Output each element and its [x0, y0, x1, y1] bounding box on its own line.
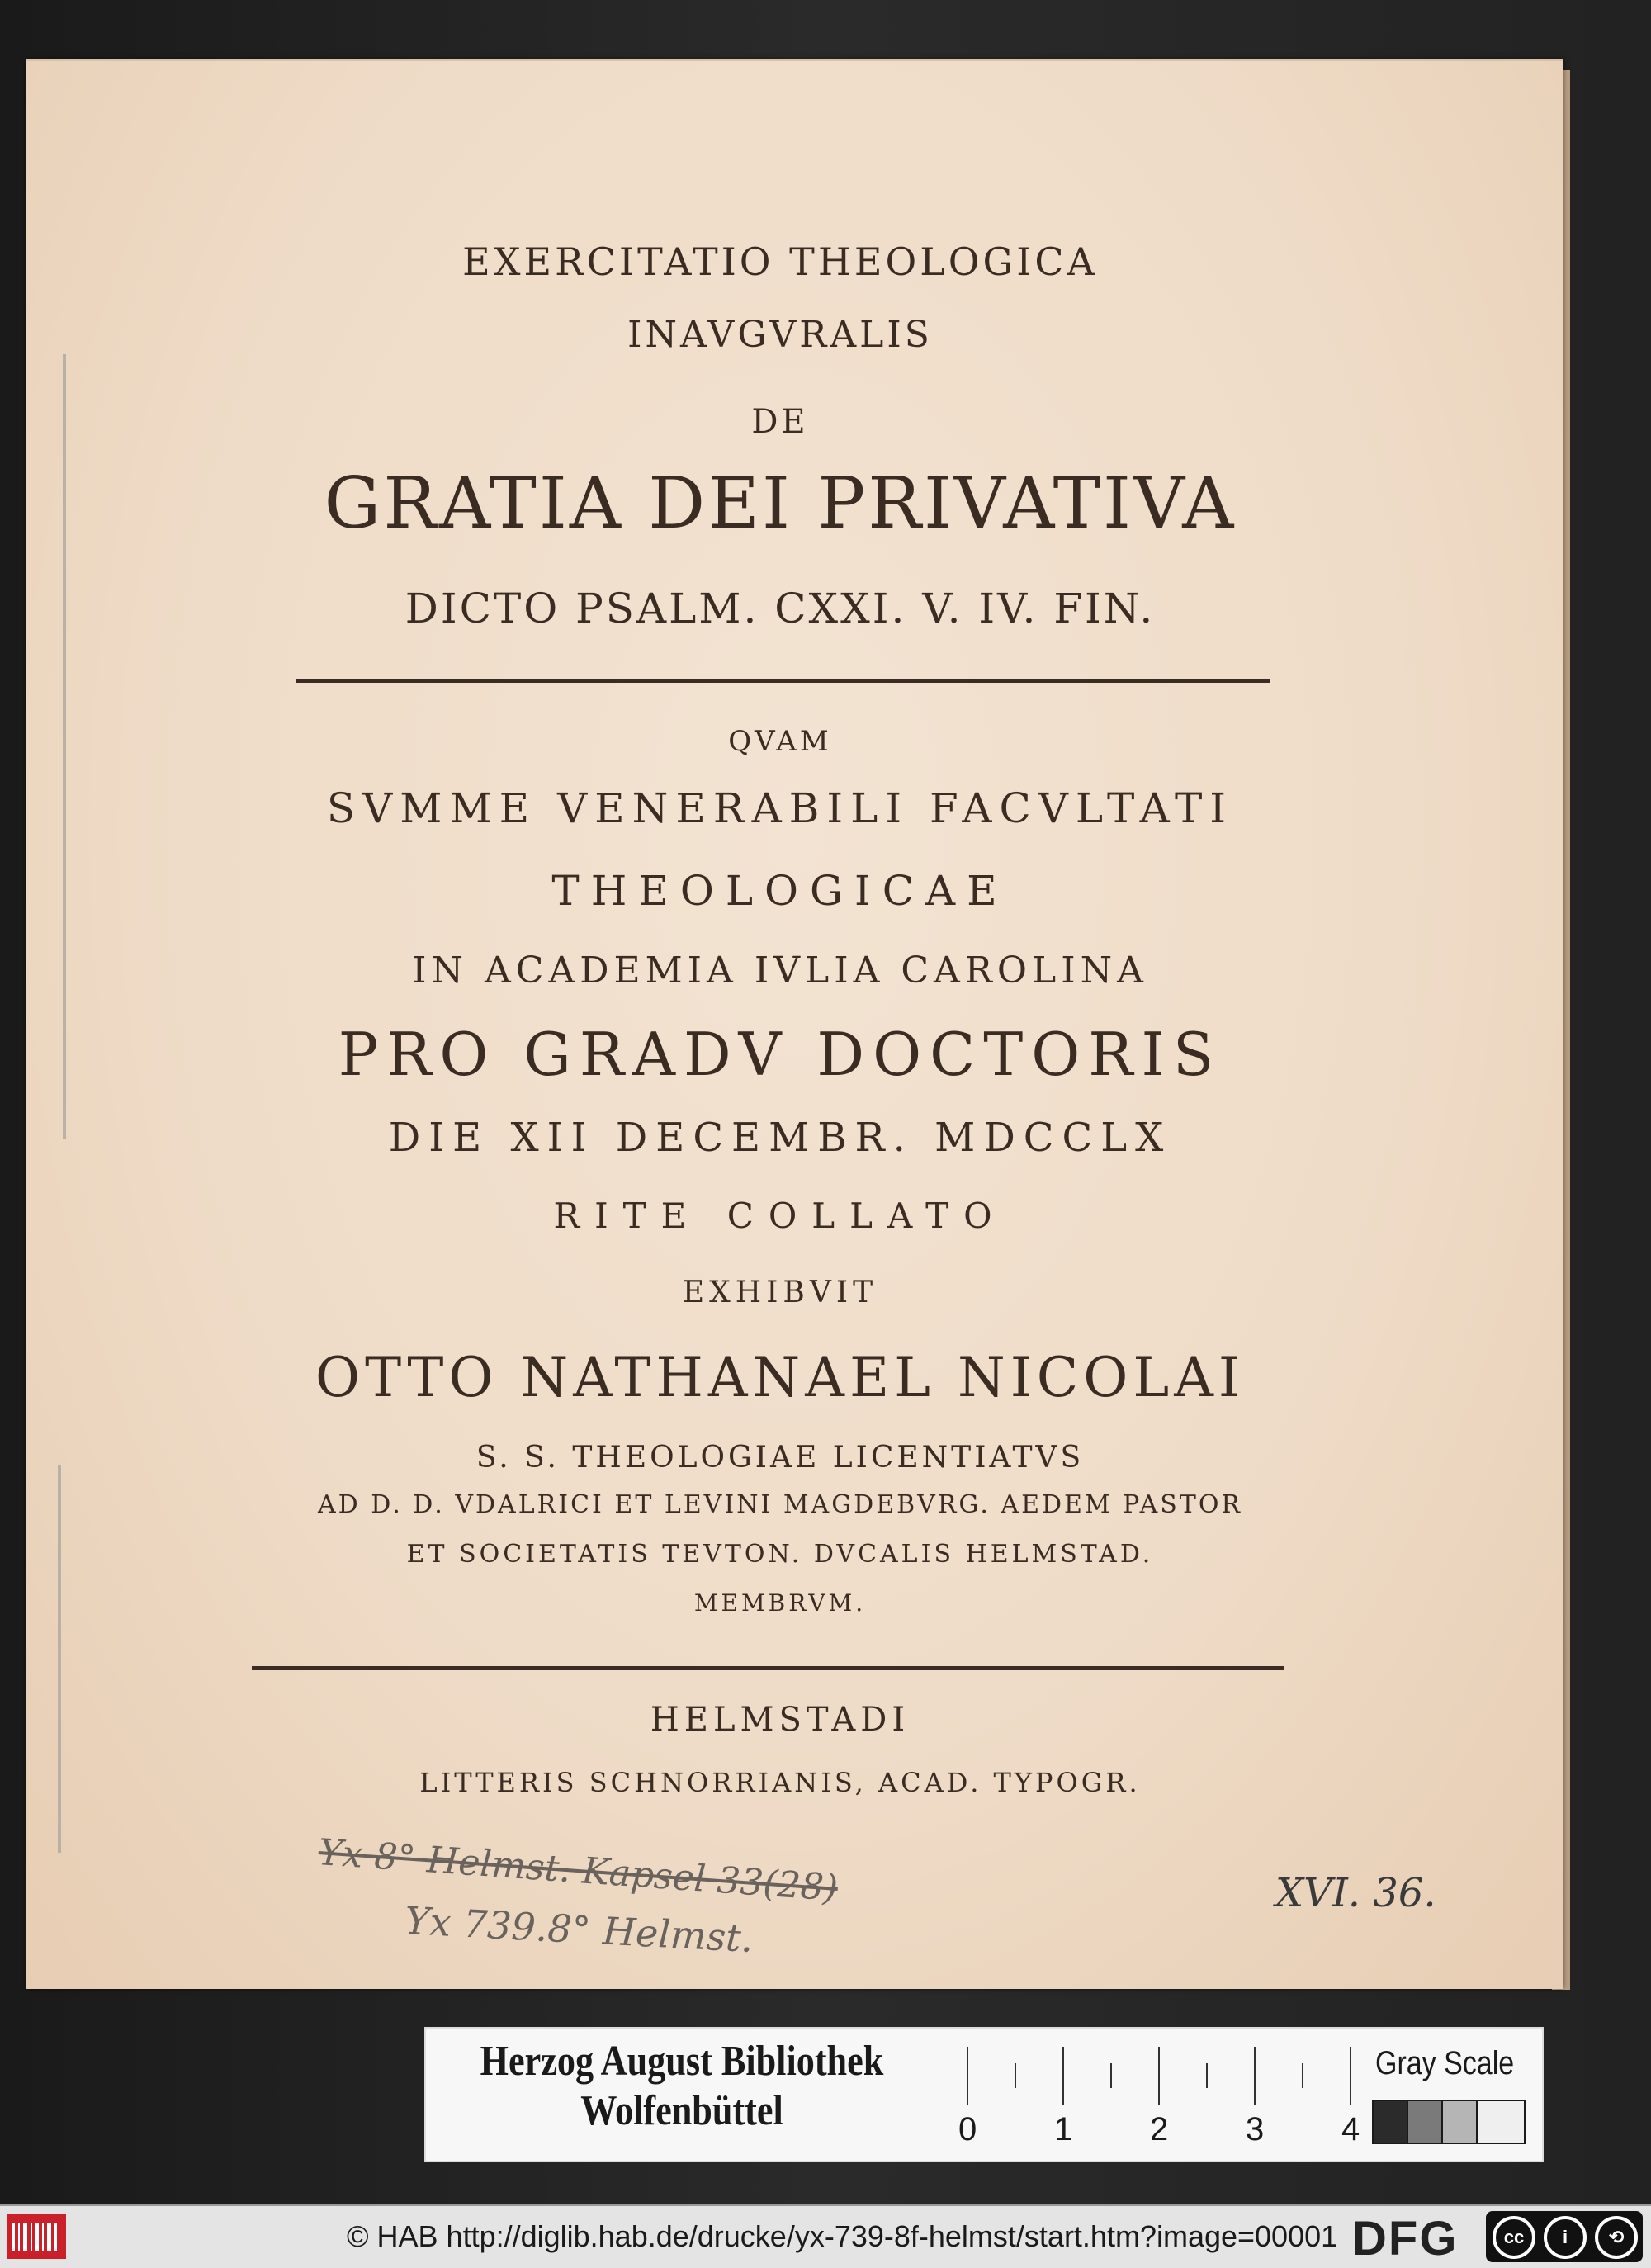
shelfmark-struck: Yx 8° Helmst. Kapsel 33(28)	[316, 1831, 840, 1910]
title-line-facultati: SVMME VENERABILI FACVLTATI	[326, 784, 1234, 832]
gray-scale-label: Gray Scale	[1375, 2045, 1515, 2081]
title-line-exhibuit: EXHIBVIT	[682, 1276, 878, 1309]
title-line-de: DE	[751, 403, 809, 441]
handwritten-number: XVI. 36.	[1275, 1870, 1436, 1916]
gray-swatch	[1476, 2100, 1526, 2144]
library-name-line2: Wolfenbüttel	[580, 2087, 783, 2134]
imprint-place: HELMSTADI	[650, 1701, 911, 1739]
title-line-theologicae: THEOLOGICAE	[551, 867, 1009, 915]
title-line-exercitatio: EXERCITATIO THEOLOGICA	[462, 239, 1098, 284]
dfg-logo: DFG	[1352, 2212, 1459, 2266]
ruler-tick	[1350, 2047, 1351, 2105]
rule-bottom	[252, 1666, 1284, 1670]
title-line-inauguralis: INAVGVRALIS	[627, 314, 933, 356]
ruler-tick	[1062, 2047, 1064, 2105]
ruler-tick	[967, 2047, 968, 2105]
ruler-tick	[1015, 2063, 1016, 2088]
title-main: GRATIA DEI PRIVATIVA	[324, 462, 1237, 545]
copyright-link[interactable]: © HAB http://diglib.hab.de/drucke/yx-739-8f-helmst/start.htm?image=00001	[347, 2219, 1338, 2253]
cc-icon: cc	[1493, 2216, 1535, 2259]
gray-swatch	[1441, 2100, 1478, 2144]
ruler-tick	[1206, 2063, 1208, 2088]
barcode-icon	[7, 2214, 66, 2259]
color-calibration-bar	[424, 2027, 1544, 2162]
title-line-rite: RITE COLLATO	[553, 1196, 1007, 1236]
rule-top	[296, 679, 1270, 683]
ruler-tick	[1110, 2063, 1112, 2088]
title-line-licentiatus: S. S. THEOLOGIAE LICENTIATVS	[475, 1441, 1085, 1475]
ruler	[963, 2047, 1359, 2105]
binding-thread-bottom	[58, 1465, 61, 1853]
footer-bar	[0, 2204, 1651, 2268]
title-line-date: DIE XII DECEMBR. MDCCLX	[388, 1115, 1172, 1161]
ruler-number: 4	[1341, 2111, 1360, 2147]
binding-thread-top	[63, 354, 66, 1139]
gray-swatch	[1407, 2100, 1443, 2144]
title-line-pastor: AD D. D. VDALRICI ET LEVINI MAGDEBVRG. AEDEM PASTOR	[317, 1490, 1243, 1519]
sa-icon: ⟲	[1595, 2216, 1638, 2259]
ruler-tick	[1158, 2047, 1160, 2105]
author-name: OTTO NATHANAEL NICOLAI	[315, 1346, 1245, 1409]
ruler-number: 0	[958, 2111, 977, 2147]
title-line-dicto: DICTO PSALM. CXXI. V. IV. FIN.	[404, 585, 1156, 632]
shelfmark: Yx 739.8° Helmst.	[403, 1897, 755, 1962]
library-name-line1: Herzog August Bibliothek	[480, 2038, 884, 2085]
ruler-number: 1	[1054, 2111, 1073, 2147]
title-line-gradu: PRO GRADV DOCTORIS	[338, 1020, 1223, 1089]
title-line-quam: QVAM	[728, 725, 832, 758]
title-line-societatis: ET SOCIETATIS TEVTON. DVCALIS HELMSTAD.	[406, 1540, 1154, 1569]
gray-swatch	[1372, 2100, 1408, 2144]
ruler-number: 2	[1150, 2111, 1169, 2147]
ruler-tick	[1302, 2063, 1303, 2088]
title-line-membrum: MEMBRVM.	[693, 1589, 867, 1617]
by-icon: i	[1544, 2216, 1587, 2259]
imprint-printer: LITTERIS SCHNORRIANIS, ACAD. TYPOGR.	[419, 1767, 1141, 1798]
title-line-academia: IN ACADEMIA IVLIA CAROLINA	[412, 949, 1148, 992]
ruler-number: 3	[1246, 2111, 1265, 2147]
ruler-tick	[1254, 2047, 1256, 2105]
license-badge[interactable]	[1486, 2211, 1643, 2262]
